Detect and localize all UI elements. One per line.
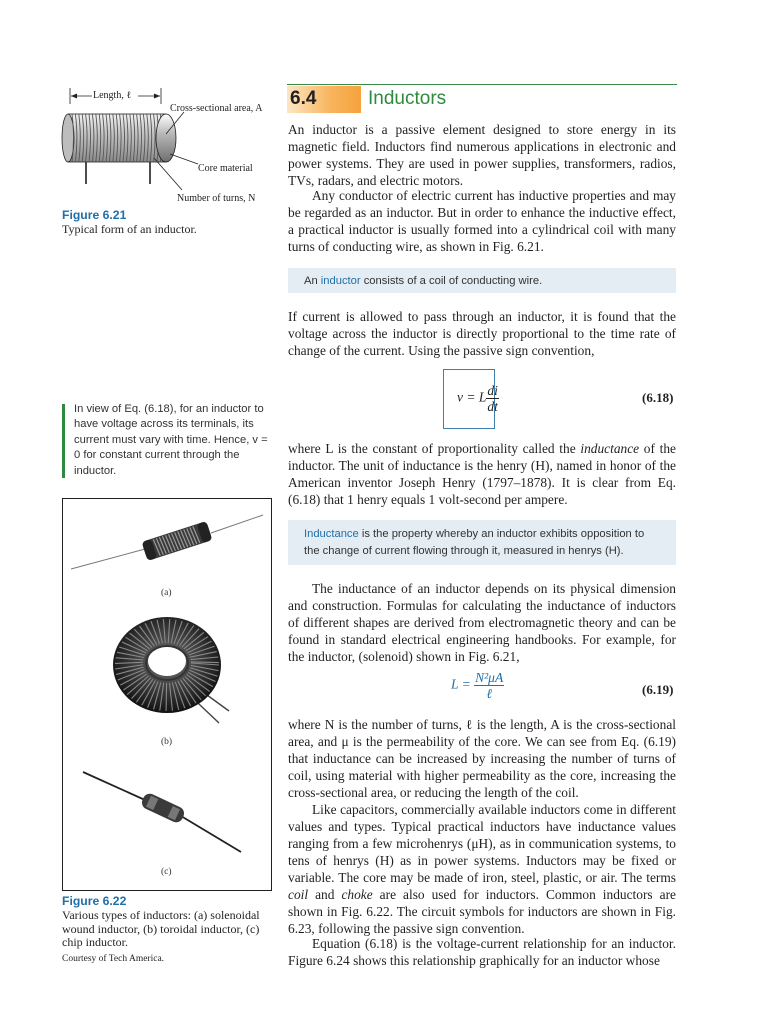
paragraph-4-term: inductance bbox=[580, 441, 640, 456]
equation-6-19-number: (6.19) bbox=[642, 682, 674, 697]
paragraph-7-a: Like capacitors, commercially available inductors come in different values and types. Typical practical inductors have inductance values ranging from a few microhenrys (μH), as in communication systems, to tens of henrys (H) as in power systems. Inductors may be fixed or variable. The core may be made of iron, steel, plastic, or air. The terms bbox=[288, 802, 676, 885]
definition-inductor bbox=[288, 268, 676, 293]
margin-note-bar bbox=[62, 404, 65, 478]
equation-6-18 bbox=[457, 383, 499, 414]
definition-inductance-keyword: Inductance bbox=[304, 528, 359, 540]
sub-label-a: (a) bbox=[161, 588, 172, 598]
paragraph-1: An inductor is a passive element designed to store energy in its magnetic field. Inductors find numerous applications in electronic and power systems. They are used in power supplies, transformers, radios, TVs, radars, and electric motors. bbox=[288, 122, 676, 188]
paragraph-7-term-coil: coil bbox=[288, 887, 309, 902]
definition-inductor-keyword: inductor bbox=[320, 275, 361, 287]
core-material-label: Core material bbox=[198, 163, 253, 174]
paragraph-4 bbox=[288, 440, 676, 508]
equation-6-18-numerator: di bbox=[487, 383, 498, 398]
paragraph-2: Any conductor of electric current has inductive properties and may be regarded as an inductor. But in order to enhance the inductive effect, a practical inductor is usually formed into a cylindrical coil with many turns of conducting wire, as shown in Fig. 6.21. bbox=[288, 188, 676, 254]
definition-inductor-rest: consists of a coil of conducting wire. bbox=[360, 275, 543, 287]
figure-6-21-label: Figure 6.21 bbox=[62, 208, 127, 222]
sub-label-b: (b) bbox=[161, 737, 173, 747]
equation-6-19-numerator: N²μA bbox=[475, 670, 504, 685]
turns-label: Number of turns, N bbox=[177, 193, 256, 204]
figure-6-22-credit: Courtesy of Tech America. bbox=[62, 954, 165, 964]
equation-6-18-number: (6.18) bbox=[642, 390, 674, 405]
toroidal-inductor-photo bbox=[63, 607, 271, 739]
paragraph-4-b: of the inductor. The unit of inductance is the henry (H), named in honor of the American inventor Joseph Henry (1797–1878). It is clear from Eq. (6.18) that 1 henry equals 1 volt-second per ampere. bbox=[288, 441, 676, 507]
figure-6-22-panel bbox=[62, 498, 272, 891]
paragraph-7-b: and bbox=[308, 887, 342, 902]
section-title: Inductors bbox=[368, 88, 447, 109]
figure-6-22-label: Figure 6.22 bbox=[62, 894, 127, 908]
equation-6-19-fraction bbox=[474, 670, 504, 701]
equation-6-18-lhs: v = L bbox=[457, 389, 487, 405]
toroid-winding bbox=[191, 662, 219, 663]
solenoidal-inductor-photo bbox=[63, 499, 271, 579]
paragraph-8: Equation (6.18) is the voltage-current relationship for an inductor. Figure 6.24 shows this relationship graphically for an inductor whose bbox=[288, 936, 676, 968]
paragraph-7-term-choke: choke bbox=[341, 887, 373, 902]
paragraph-7-c: are also used for inductors. Common inductors are shown in Fig. 6.22. The circuit symbols for inductors are shown in Fig. 6.23, following the passive sign convention. bbox=[288, 887, 676, 936]
equation-6-19-lhs: L = bbox=[451, 676, 475, 692]
section-number: 6.4 bbox=[290, 88, 317, 109]
paragraph-7 bbox=[288, 801, 676, 937]
definition-inductor-pre: An bbox=[304, 275, 321, 287]
paragraph-6: where N is the number of turns, ℓ is the length, A is the cross-sectional area, and μ is the permeability of the core. We can see from Eq. (6.19) that inductance can be increased by increasing the number of turns of coil, using material with higher permeability as the core, increasing the cross-sectional area, or reducing the length of the coil. bbox=[288, 717, 676, 800]
figure-6-21-caption: Typical form of an inductor. bbox=[62, 222, 197, 236]
paragraph-3: If current is allowed to pass through an inductor, it is found that the voltage across the inductor is directly proportional to the time rate of change of the current. Using the passive sign convention, bbox=[288, 309, 676, 358]
cross-section-label: Cross-sectional area, A bbox=[170, 103, 263, 114]
section-rule bbox=[287, 84, 677, 85]
equation-6-18-denominator: dt bbox=[487, 399, 498, 414]
margin-note: In view of Eq. (6.18), for an inductor to have voltage across its terminals, its current must vary with time. Hence, v = 0 for constant current through the inductor. bbox=[74, 403, 268, 477]
chip-inductor-photo bbox=[63, 764, 271, 864]
length-label: Length, ℓ bbox=[93, 90, 132, 101]
equation-6-19 bbox=[451, 670, 504, 701]
paragraph-5: The inductance of an inductor depends on its physical dimension and construction. Formulas for calculating the inductance of inductors of different shapes are derived from electromagnetic theory and can be found in standard electrical engineering handbooks. For example, for the inductor, (solenoid) shown in Fig. 6.21, bbox=[288, 581, 676, 664]
sub-label-c: (c) bbox=[161, 867, 172, 877]
definition-inductance bbox=[288, 520, 676, 565]
equation-6-18-fraction bbox=[486, 383, 499, 414]
figure-6-22-caption: Various types of inductors: (a) solenoidal wound inductor, (b) toroidal inductor, (c) chip inductor. bbox=[62, 908, 260, 949]
equation-6-19-denominator: ℓ bbox=[486, 686, 492, 701]
paragraph-4-a: where L is the constant of proportionality called the bbox=[288, 441, 581, 456]
definition-inductance-rest: is the property whereby an inductor exhibits opposition to the change of current flowing through it, measured in henrys (H). bbox=[304, 528, 645, 557]
